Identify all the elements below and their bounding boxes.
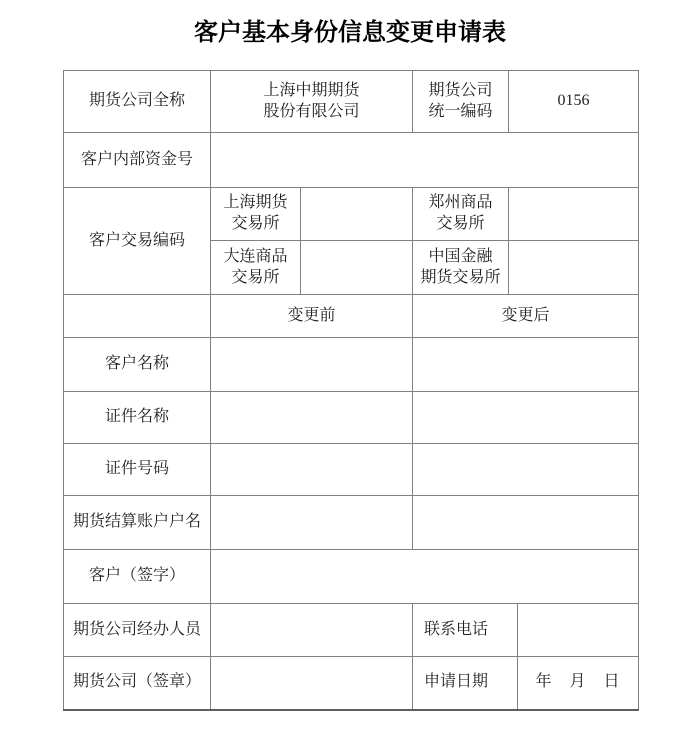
company-name-line1: 上海中期期货 (263, 81, 360, 99)
company-signature-label: 期货公司（签章） (64, 657, 211, 710)
customer-signature-row (64, 550, 639, 604)
id-name-label: 证件名称 (64, 392, 211, 444)
change-after-header: 变更后 (413, 295, 639, 338)
exchange-dce-label-line1: 大连商品 (223, 247, 288, 265)
id-number-label: 证件号码 (64, 444, 211, 496)
exchange-czce-label (413, 188, 509, 241)
handler-value-cell (211, 604, 413, 657)
company-code-value: 0156 (509, 71, 639, 133)
form-title: 客户基本身份信息变更申请表 (194, 19, 506, 46)
exchange-dce-label (211, 241, 301, 295)
exchange-cffex-label-line2: 期货交易所 (420, 268, 501, 286)
customer-name-row (64, 338, 639, 392)
customer-name-label: 客户名称 (64, 338, 211, 392)
change-header-spacer-cell (64, 295, 211, 338)
company-signature-cell (211, 657, 413, 710)
id-number-row (64, 444, 639, 496)
phone-value-cell (518, 604, 639, 657)
internal-fund-value-cell (211, 133, 639, 188)
internal-fund-row (64, 133, 639, 188)
exchange-shfe-code-cell (301, 188, 413, 241)
exchange-cffex-label (413, 241, 509, 295)
company-code-label (413, 71, 509, 133)
customer-signature-cell (211, 550, 639, 604)
settlement-account-before-cell (211, 496, 413, 550)
id-name-before-cell (211, 392, 413, 444)
exchange-czce-label-line2: 交易所 (436, 215, 485, 232)
exchange-czce-label-line1: 郑州商品 (428, 194, 493, 212)
company-name-line2: 股份有限公司 (263, 102, 360, 120)
company-name-label: 期货公司全称 (64, 71, 211, 133)
exchange-cffex-code-cell (509, 241, 639, 295)
change-before-header: 变更前 (211, 295, 413, 338)
exchange-cffex-label-line1: 中国金融 (428, 247, 493, 265)
settlement-account-after-cell (413, 496, 639, 550)
change-header-row (64, 295, 639, 338)
exchange-shfe-label-line1: 上海期货 (223, 194, 288, 212)
application-date-cell: 年 月 日 (518, 657, 639, 710)
company-code-label-line1: 期货公司 (428, 81, 493, 99)
company-name-value-cell (211, 71, 413, 133)
settlement-account-row (64, 496, 639, 550)
company-signature-row (64, 657, 639, 710)
id-number-before-cell (211, 444, 413, 496)
company-code-label-line2: 统一编码 (428, 102, 493, 120)
handler-row (64, 604, 639, 657)
trading-code-row-1 (64, 188, 639, 241)
exchange-czce-code-cell (509, 188, 639, 241)
internal-fund-label: 客户内部资金号 (64, 133, 211, 188)
exchange-shfe-label-line2: 交易所 (231, 215, 280, 232)
company-row (64, 71, 639, 133)
exchange-shfe-label (211, 188, 301, 241)
customer-name-after-cell (413, 338, 639, 392)
application-date-label: 申请日期 (413, 657, 518, 710)
exchange-dce-code-cell (301, 241, 413, 295)
trading-code-label: 客户交易编码 (64, 188, 211, 295)
customer-signature-label: 客户（签字） (64, 550, 211, 604)
id-name-after-cell (413, 392, 639, 444)
id-number-after-cell (413, 444, 639, 496)
id-name-row (64, 392, 639, 444)
settlement-account-label: 期货结算账户户名 (64, 496, 211, 550)
application-form-table (63, 70, 639, 711)
phone-label: 联系电话 (413, 604, 518, 657)
exchange-dce-label-line2: 交易所 (231, 268, 280, 286)
customer-name-before-cell (211, 338, 413, 392)
handler-label: 期货公司经办人员 (64, 604, 211, 657)
